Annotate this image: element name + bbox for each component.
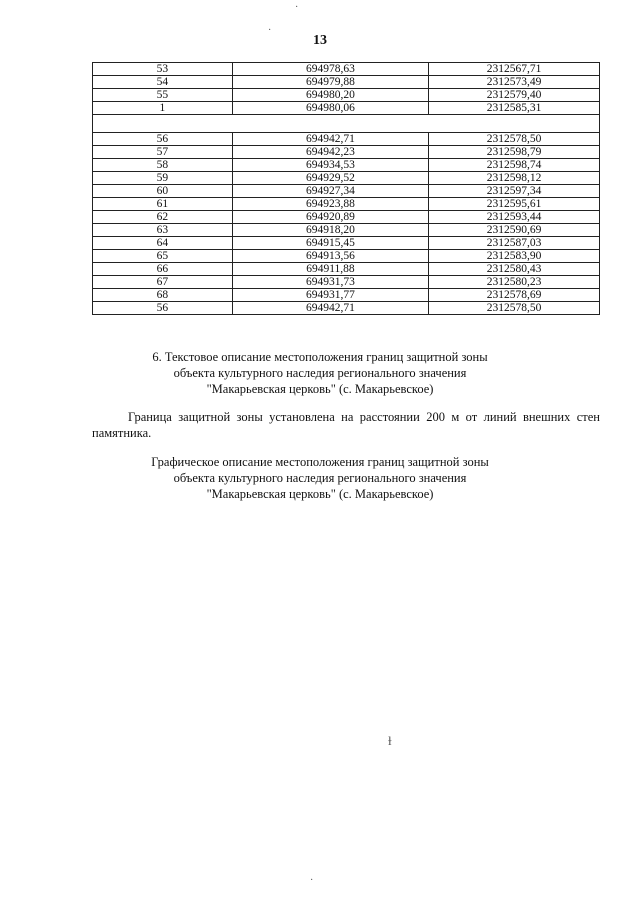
table-row — [93, 172, 600, 185]
y-coordinate-cell: 2312578,50 — [429, 133, 600, 146]
table-row — [93, 185, 600, 198]
table-row — [93, 133, 600, 146]
y-coordinate-cell: 2312578,69 — [429, 289, 600, 302]
coordinates-table-gap — [93, 115, 600, 133]
point-number-cell: 1 — [93, 102, 233, 115]
point-number-cell: 68 — [93, 289, 233, 302]
x-coordinate-cell: 694931,77 — [232, 289, 428, 302]
table-row — [93, 198, 600, 211]
x-coordinate-cell: 694920,89 — [232, 211, 428, 224]
table-row — [93, 102, 600, 115]
x-coordinate-cell: 694929,52 — [232, 172, 428, 185]
point-number-cell: 67 — [93, 276, 233, 289]
table-row — [93, 159, 600, 172]
y-coordinate-cell: 2312590,69 — [429, 224, 600, 237]
section-6-heading-line-3: "Макарьевская церковь" (с. Макарьевское) — [206, 382, 434, 396]
x-coordinate-cell: 694979,88 — [232, 76, 428, 89]
point-number-cell: 60 — [93, 185, 233, 198]
point-number-cell: 54 — [93, 76, 233, 89]
section-6-heading-line-2: объекта культурного наследия регионального значения — [173, 366, 467, 380]
graphic-heading-line-3: "Макарьевская церковь" (с. Макарьевское) — [206, 487, 434, 501]
x-coordinate-cell: 694980,20 — [232, 89, 428, 102]
y-coordinate-cell: 2312598,74 — [429, 159, 600, 172]
x-coordinate-cell: 694980,06 — [232, 102, 428, 115]
point-number-cell: 56 — [93, 133, 233, 146]
coordinates-table — [92, 62, 600, 315]
graphic-description-heading — [0, 454, 640, 502]
table-row — [93, 89, 600, 102]
point-number-cell: 64 — [93, 237, 233, 250]
x-coordinate-cell: 694931,73 — [232, 276, 428, 289]
table-separator-cell — [93, 115, 600, 133]
table-row — [93, 63, 600, 76]
point-number-cell: 58 — [93, 159, 233, 172]
y-coordinate-cell: 2312580,23 — [429, 276, 600, 289]
point-number-cell: 62 — [93, 211, 233, 224]
x-coordinate-cell: 694913,56 — [232, 250, 428, 263]
point-number-cell: 59 — [93, 172, 233, 185]
table-row — [93, 302, 600, 315]
y-coordinate-cell: 2312598,12 — [429, 172, 600, 185]
point-number-cell: 66 — [93, 263, 233, 276]
x-coordinate-cell: 694934,53 — [232, 159, 428, 172]
protection-zone-paragraph: Граница защитной зоны установлена на расстоянии 200 м от линий внешних стен памятника. — [92, 410, 600, 440]
page-number: 13 — [313, 33, 327, 48]
y-coordinate-cell: 2312595,61 — [429, 198, 600, 211]
x-coordinate-cell: 694911,88 — [232, 263, 428, 276]
scan-speck: · — [268, 25, 272, 36]
x-coordinate-cell: 694942,23 — [232, 146, 428, 159]
table-row — [93, 211, 600, 224]
table-row — [93, 237, 600, 250]
y-coordinate-cell: 2312587,03 — [429, 237, 600, 250]
coordinates-table-body-bottom — [93, 133, 600, 315]
table-row — [93, 250, 600, 263]
point-number-cell: 63 — [93, 224, 233, 237]
section-6-heading — [0, 349, 640, 397]
x-coordinate-cell: 694942,71 — [232, 133, 428, 146]
y-coordinate-cell: 2312597,34 — [429, 185, 600, 198]
point-number-cell: 61 — [93, 198, 233, 211]
x-coordinate-cell: 694923,88 — [232, 198, 428, 211]
scan-speck: · — [310, 875, 314, 886]
table-row — [93, 76, 600, 89]
y-coordinate-cell: 2312583,90 — [429, 250, 600, 263]
point-number-cell: 56 — [93, 302, 233, 315]
x-coordinate-cell: 694927,34 — [232, 185, 428, 198]
y-coordinate-cell: 2312598,79 — [429, 146, 600, 159]
y-coordinate-cell: 2312579,40 — [429, 89, 600, 102]
x-coordinate-cell: 694915,45 — [232, 237, 428, 250]
y-coordinate-cell: 2312578,50 — [429, 302, 600, 315]
point-number-cell: 65 — [93, 250, 233, 263]
y-coordinate-cell: 2312567,71 — [429, 63, 600, 76]
scan-speck: · — [295, 2, 299, 13]
table-separator-row — [93, 115, 600, 133]
coordinates-table-body-top — [93, 63, 600, 115]
section-6-heading-line-1: 6. Текстовое описание местоположения границ защитной зоны — [152, 350, 488, 364]
y-coordinate-cell: 2312580,43 — [429, 263, 600, 276]
table-row — [93, 224, 600, 237]
x-coordinate-cell: 694978,63 — [232, 63, 428, 76]
y-coordinate-cell: 2312573,49 — [429, 76, 600, 89]
point-number-cell: 57 — [93, 146, 233, 159]
graphic-heading-line-1: Графическое описание местоположения границ защитной зоны — [151, 455, 489, 469]
x-coordinate-cell: 694918,20 — [232, 224, 428, 237]
point-number-cell: 53 — [93, 63, 233, 76]
y-coordinate-cell: 2312593,44 — [429, 211, 600, 224]
table-row — [93, 263, 600, 276]
y-coordinate-cell: 2312585,31 — [429, 102, 600, 115]
table-row — [93, 289, 600, 302]
x-coordinate-cell: 694942,71 — [232, 302, 428, 315]
scan-speck: ɫ — [388, 733, 392, 748]
graphic-heading-line-2: объекта культурного наследия регионального значения — [173, 471, 467, 485]
table-row — [93, 146, 600, 159]
point-number-cell: 55 — [93, 89, 233, 102]
table-row — [93, 276, 600, 289]
